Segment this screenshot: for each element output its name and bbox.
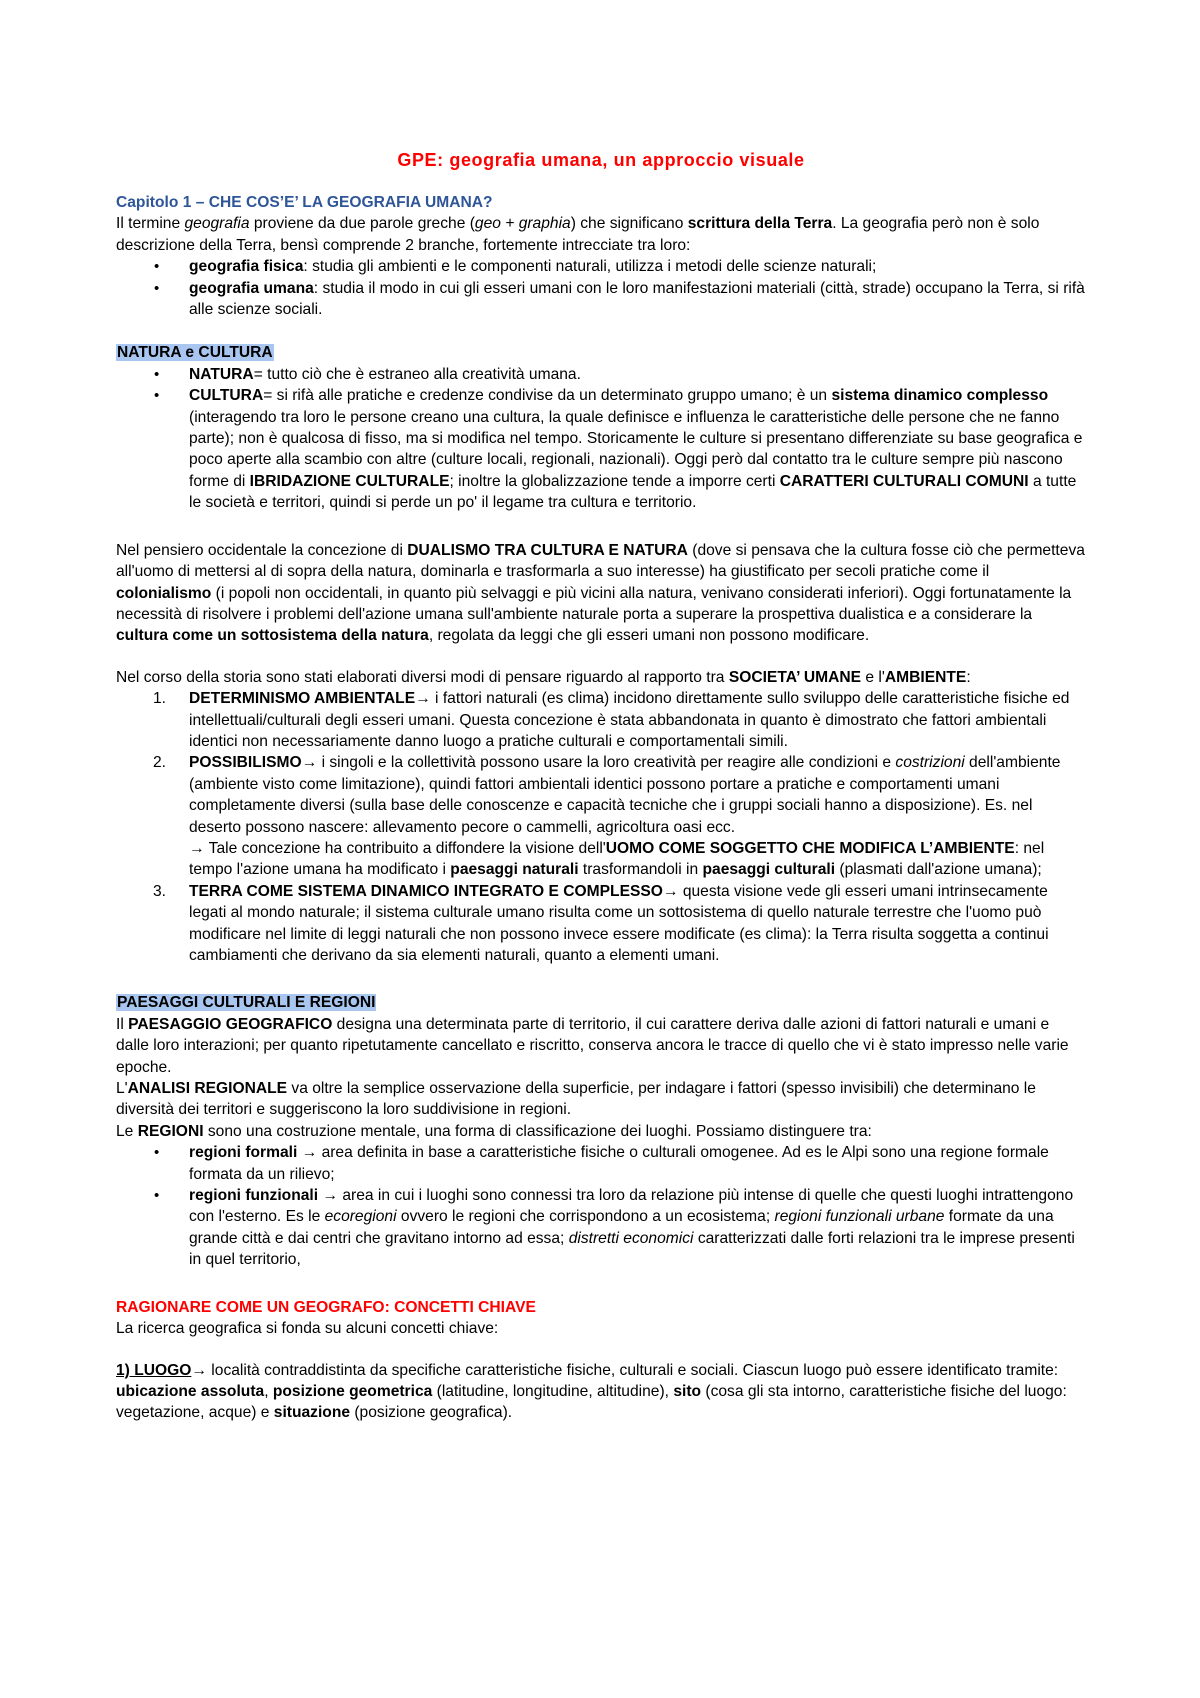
list-item: • CULTURA= si rifà alle pratiche e credenze condivise da un determinato gruppo umano; è un sistema dinamico complesso (interagendo tra loro le persone creano una cultura, la quale definisce e influenza le caratteristiche delle persone che ne fanno parte); non è qualcosa di fisso, ma si modifica nel tempo. Storicamente le culture si presentano differenziate su base geografica e poco aperte alla scambio con altre (culture locali, regionali, nazionali). Oggi però dal contatto tra le culture sempre più nascono forme di IBRIDAZIONE CULTURALE; inoltre la globalizzazione tende a imporre certi CARATTERI CULTURALI COMUNI a tutte le società e territori, quindi si perde un po' il legame tra cultura e territorio. [116, 385, 1086, 513]
list-item: • geografia fisica: studia gli ambienti e le componenti naturali, utilizza i metodi delle scienze naturali; [116, 256, 1086, 277]
chapter-heading: Capitolo 1 – CHE COS’E’ LA GEOGRAFIA UMANA? [116, 194, 493, 211]
paesaggio-paragraph: Il PAESAGGIO GEOGRAFICO designa una determinata parte di territorio, il cui carattere deriva dalle azioni di fattori naturali e umani e dalle loro interazioni; per quanto ripetutamente cancellato e riscritto, conserva ancora le tracce di quello che vi è stato impresso nelle varie epoche. [116, 1015, 1069, 1076]
luogo-paragraph: 1) LUOGO→ località contraddistinta da specifiche caratteristiche fisiche, culturali e sociali. Ciascun luogo può essere identificato tramite: ubicazione assoluta, posizione geometrica (latitudine, longitudine, altitudine), sito (cosa gli sta intorno, caratteristiche fisiche del luogo: vegetazione, acque) e situazione (posizione geografica). [116, 1361, 1067, 1422]
branches-list [116, 256, 1086, 320]
natura-list [116, 364, 1086, 514]
document-page [116, 148, 1086, 1424]
list-item: • regioni formali → area definita in base a caratteristiche fisiche o culturali omogenee. Ad es le Alpi sono una regione formale formata da un rilievo; [116, 1142, 1086, 1185]
section-heading-natura: NATURA e CULTURA [117, 344, 273, 362]
regioni-list [116, 1142, 1086, 1270]
dualismo-paragraph: Nel pensiero occidentale la concezione di DUALISMO TRA CULTURA E NATURA (dove si pensava che la cultura fosse ciò che permetteva all'uomo di mettersi al di sopra della natura, dominarla e trasformarla a suo interesse) ha giustificato per secoli pratiche come il colonialismo (i popoli non occidentali, in quanto più selvaggi e più vicini alla natura, venivano considerati inferiori). Oggi fortunatamente la necessità di risolvere i problemi dell'azione umana sull'ambiente naturale porta a superare la prospettiva dualistica e a considerare la cultura come un sottosistema della natura, regolata da leggi che gli esseri umani non possono modificare. [116, 541, 1085, 645]
list-item: • regioni funzionali → area in cui i luoghi sono connessi tra loro da relazione più intense di quelle che questi luoghi intrattengono con l'esterno. Es le ecoregioni ovvero le regioni che corrispondono a un ecosistema; regioni funzionali urbane formate da una grande città e dai centri che gravitano intorno ad essa; distretti economici caratterizzati dalle forti relazioni tra le imprese presenti in quel territorio, [116, 1185, 1086, 1271]
ragionare-paragraph: La ricerca geografica si fonda su alcuni concetti chiave: [116, 1320, 499, 1338]
intro-paragraph: Il termine geografia proviene da due parole greche (geo + graphia) che significano scrittura della Terra. La geografia però non è solo descrizione della Terra, bensì comprende 2 branche, fortemente intrecciate tra loro: [116, 215, 1040, 254]
section-heading-paesaggi: PAESAGGI CULTURALI E REGIONI [117, 994, 376, 1012]
list-item: 3. TERRA COME SISTEMA DINAMICO INTEGRATO E COMPLESSO→ questa visione vede gli esseri umani intrinsecamente legati al mondo naturale; il sistema culturale umano risulta come un sottosistema di quello naturale terrestre che l'uomo può modificare nel limite di leggi naturali che non possono invece essere modificate (es clima): la Terra risulta soggetta a continui cambiamenti che derivano da sia elementi naturali, quanto a elementi umani. [153, 882, 1049, 964]
list-item: • geografia umana: studia il modo in cui gli esseri umani con le loro manifestazioni materiali (città, strade) occupano la Terra, si rifà alle scienze sociali. [116, 278, 1086, 321]
regioni-paragraph: Le REGIONI sono una costruzione mentale, una forma di classificazione dei luoghi. Possiamo distinguere tra: [116, 1122, 872, 1140]
section-heading-ragionare: RAGIONARE COME UN GEOGRAFO: CONCETTI CHIAVE [116, 1298, 536, 1316]
list-item: 1. DETERMINISMO AMBIENTALE→ i fattori naturali (es clima) incidono direttamente sullo sviluppo delle caratteristiche fisiche ed intellettuali/culturali degli esseri umani. Questa concezione è stata abbandonata in quanto è dimostrato che fattori ambientali identici non necessariamente danno luogo a pratiche culturali e comportamentali simili. [153, 690, 1070, 750]
storia-paragraph: Nel corso della storia sono stati elaborati diversi modi di pensare riguardo al rapporto tra SOCIETA’ UMANE e l'AMBIENTE: [116, 668, 971, 686]
document-title: GPE: geografia umana, un approccio visuale [397, 150, 805, 170]
list-item: • NATURA= tutto ciò che è estraneo alla creatività umana. [116, 364, 1086, 385]
list-item: 2. POSSIBILISMO→ i singoli e la collettività possono usare la loro creatività per reagire alle condizioni e costrizioni dell'ambiente (ambiente visto come limitazione), quindi fattori ambientali identici possono portare a pratiche e comportamenti umani completamente diversi (sulla base delle conoscenze e capacità tecniche che i gruppi sociali hanno a disposizione). Es. nel deserto possono nascere: allevamento pecore o cammelli, agricoltura oasi ecc. → Tale concezione ha contribuito a diffondere la visione dell'UOMO COME SOGGETTO CHE MODIFICA L’AMBIENTE: nel tempo l'azione umana ha modificato i paesaggi naturali trasformandoli in paesaggi culturali (plasmati dall'azione umana); [153, 754, 1061, 879]
theories-list [116, 688, 1086, 966]
analisi-paragraph: L'ANALISI REGIONALE va oltre la semplice osservazione della superficie, per indagare i fattori (spesso invisibili) che determinano le diversità dei territori e suggeriscono la loro suddivisione in regioni. [116, 1080, 1036, 1119]
